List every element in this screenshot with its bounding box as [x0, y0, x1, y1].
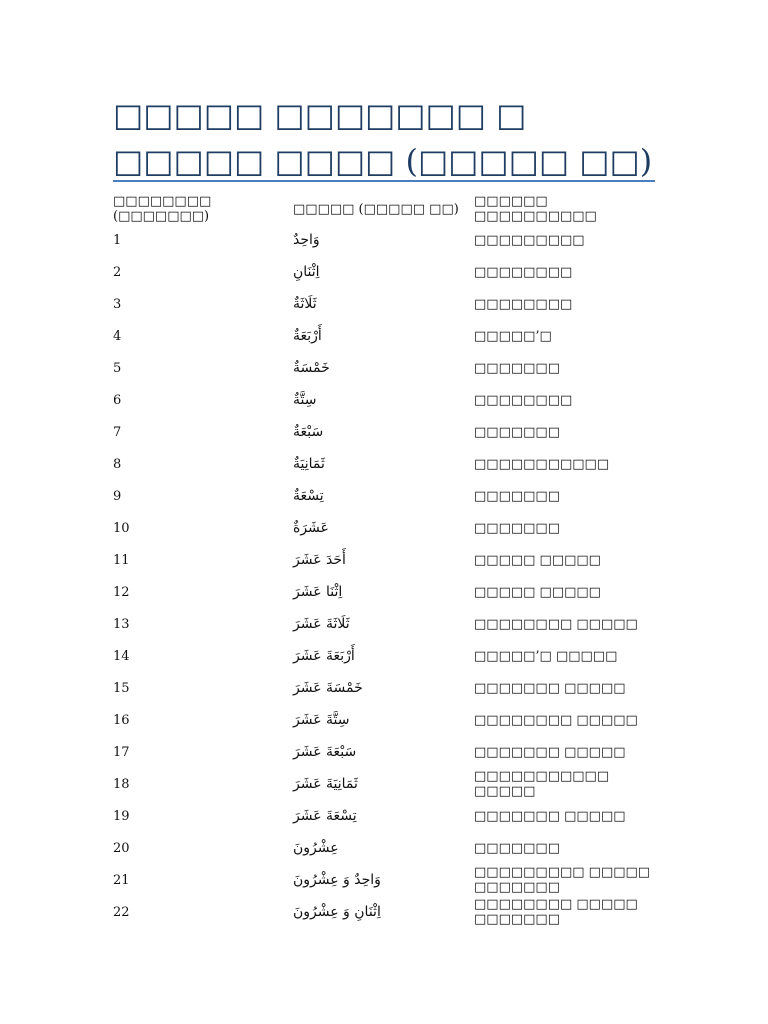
- transliteration: □□□□□ □□□□□: [474, 584, 601, 600]
- arabic-cell: [293, 360, 474, 376]
- transliteration: □□□□□□□ □□□□□: [474, 808, 626, 824]
- table-row: [113, 416, 658, 448]
- table-row: [113, 384, 658, 416]
- arabic-word: ثَلَاثَةٌ: [293, 296, 317, 312]
- transliteration: □□□□□□□□ □□□□□: [474, 712, 638, 728]
- arabic-word: أَرْبَعَةَ عَشَرَ: [293, 648, 355, 664]
- transliteration: □□□□□□□□ □□□□□: [474, 616, 638, 632]
- title-divider: [113, 180, 655, 182]
- table-row: [113, 352, 658, 384]
- arabic-cell: [293, 584, 474, 600]
- arabic-word: اِثْنَانِ: [293, 264, 320, 280]
- transliteration: □□□□□□□□ □□□□□ □□□□□□□: [474, 897, 638, 927]
- table-row: [113, 480, 658, 512]
- transliteration: □□□□□□□□□: [474, 232, 585, 248]
- table-body: [113, 224, 658, 928]
- row-number: 14: [113, 648, 130, 664]
- row-number: 21: [113, 872, 130, 888]
- arabic-word: وَاحِدٌ: [293, 232, 320, 248]
- column-header-arabic: □□□□□ (□□□□□ □□): [293, 201, 459, 217]
- arabic-word: عِشْرُونَ: [293, 840, 339, 856]
- table-row: [113, 448, 658, 480]
- arabic-cell: [293, 744, 474, 760]
- arabic-word: عَشَرَةٌ: [293, 520, 329, 536]
- arabic-word: خَمْسَةٌ: [293, 360, 330, 376]
- transliteration: □□□□□□□: [474, 488, 560, 504]
- arabic-word: اِثْنَانِ وَ عِشْرُونَ: [293, 904, 381, 920]
- row-number: 18: [113, 776, 130, 792]
- arabic-cell: [293, 552, 474, 568]
- row-number: 1: [113, 232, 122, 248]
- table-row: [113, 768, 658, 800]
- row-number: 11: [113, 552, 130, 568]
- table-row: [113, 704, 658, 736]
- arabic-word: تِسْعَةٌ: [293, 488, 324, 504]
- row-number: 10: [113, 520, 130, 536]
- arabic-cell: [293, 616, 474, 632]
- row-number: 13: [113, 616, 130, 632]
- arabic-word: ثَمَانِيَةٌ: [293, 456, 325, 472]
- arabic-word: ثَمَانِيَةَ عَشَرَ: [293, 776, 358, 792]
- row-number: 9: [113, 488, 122, 504]
- arabic-cell: [293, 872, 474, 888]
- table-row: [113, 544, 658, 576]
- arabic-word: سَبْعَةٌ: [293, 424, 324, 440]
- transliteration: □□□□□’□ □□□□□: [474, 648, 618, 664]
- transliteration: □□□□□□□□: [474, 264, 573, 280]
- arabic-word: ثَلَاثَةَ عَشَرَ: [293, 616, 350, 632]
- table-row: [113, 608, 658, 640]
- arabic-cell: [293, 648, 474, 664]
- row-number: 3: [113, 296, 122, 312]
- table-row: [113, 736, 658, 768]
- row-number: 20: [113, 840, 130, 856]
- transliteration: □□□□□□□: [474, 840, 560, 856]
- arabic-cell: [293, 296, 474, 312]
- table-row: [113, 832, 658, 864]
- arabic-cell: [293, 328, 474, 344]
- transliteration: □□□□□□□: [474, 424, 560, 440]
- row-number: 22: [113, 904, 130, 920]
- row-number: 16: [113, 712, 130, 728]
- transliteration: □□□□□’□: [474, 328, 552, 344]
- transliteration: □□□□□□□ □□□□□: [474, 680, 626, 696]
- arabic-word: أَحَدَ عَشَرَ: [293, 552, 346, 568]
- arabic-cell: [293, 840, 474, 856]
- row-number: 6: [113, 392, 122, 408]
- table-row: [113, 640, 658, 672]
- transliteration: □□□□□□□□: [474, 296, 573, 312]
- row-number: 4: [113, 328, 122, 344]
- row-number: 2: [113, 264, 122, 280]
- table-row: [113, 288, 658, 320]
- table-row: [113, 224, 658, 256]
- arabic-word: سِتَّةَ عَشَرَ: [293, 712, 350, 728]
- numbers-table: [113, 194, 658, 928]
- transliteration: □□□□□□□ □□□□□: [474, 744, 626, 760]
- transliteration: □□□□□□□□□□□ □□□□□: [474, 769, 610, 799]
- arabic-word: سِتَّةٌ: [293, 392, 317, 408]
- arabic-cell: [293, 808, 474, 824]
- table-row: [113, 320, 658, 352]
- transliteration: □□□□□□□: [474, 360, 560, 376]
- arabic-cell: [293, 712, 474, 728]
- arabic-cell: [293, 776, 474, 792]
- row-number: 19: [113, 808, 130, 824]
- table-row: [113, 896, 658, 928]
- transliteration: □□□□□□□□□□□: [474, 456, 610, 472]
- row-number: 12: [113, 584, 130, 600]
- arabic-cell: [293, 264, 474, 280]
- table-row: [113, 512, 658, 544]
- arabic-word: تِسْعَةَ عَشَرَ: [293, 808, 357, 824]
- row-number: 5: [113, 360, 122, 376]
- transliteration: □□□□□ □□□□□: [474, 552, 601, 568]
- arabic-word: وَاحِدٌ وَ عِشْرُونَ: [293, 872, 381, 888]
- arabic-word: اِثْنَا عَشَرَ: [293, 584, 343, 600]
- table-row: [113, 256, 658, 288]
- row-number: 7: [113, 424, 122, 440]
- transliteration: □□□□□□□: [474, 520, 560, 536]
- column-header-transliteration: □□□□□□ □□□□□□□□□□: [474, 194, 597, 224]
- column-header-number: □□□□□□□□ (□□□□□□□): [113, 194, 212, 224]
- arabic-cell: [293, 488, 474, 504]
- arabic-cell: [293, 904, 474, 920]
- row-number: 8: [113, 456, 122, 472]
- arabic-cell: [293, 232, 474, 248]
- table-header: [113, 194, 658, 224]
- arabic-cell: [293, 680, 474, 696]
- arabic-cell: [293, 520, 474, 536]
- row-number: 15: [113, 680, 130, 696]
- transliteration: □□□□□□□□□ □□□□□ □□□□□□□: [474, 865, 651, 895]
- table-row: [113, 800, 658, 832]
- arabic-cell: [293, 392, 474, 408]
- arabic-word: سَبْعَةَ عَشَرَ: [293, 744, 357, 760]
- table-row: [113, 864, 658, 896]
- arabic-word: أَرْبَعَةٌ: [293, 328, 322, 344]
- arabic-cell: [293, 456, 474, 472]
- row-number: 17: [113, 744, 130, 760]
- table-row: [113, 576, 658, 608]
- table-row: [113, 672, 658, 704]
- page-title: □□□□□ □□□□□□□ □ □□□□□ □□□□ (□□□□□ □□): [113, 96, 653, 180]
- arabic-cell: [293, 424, 474, 440]
- arabic-word: خَمْسَةَ عَشَرَ: [293, 680, 363, 696]
- transliteration: □□□□□□□□: [474, 392, 573, 408]
